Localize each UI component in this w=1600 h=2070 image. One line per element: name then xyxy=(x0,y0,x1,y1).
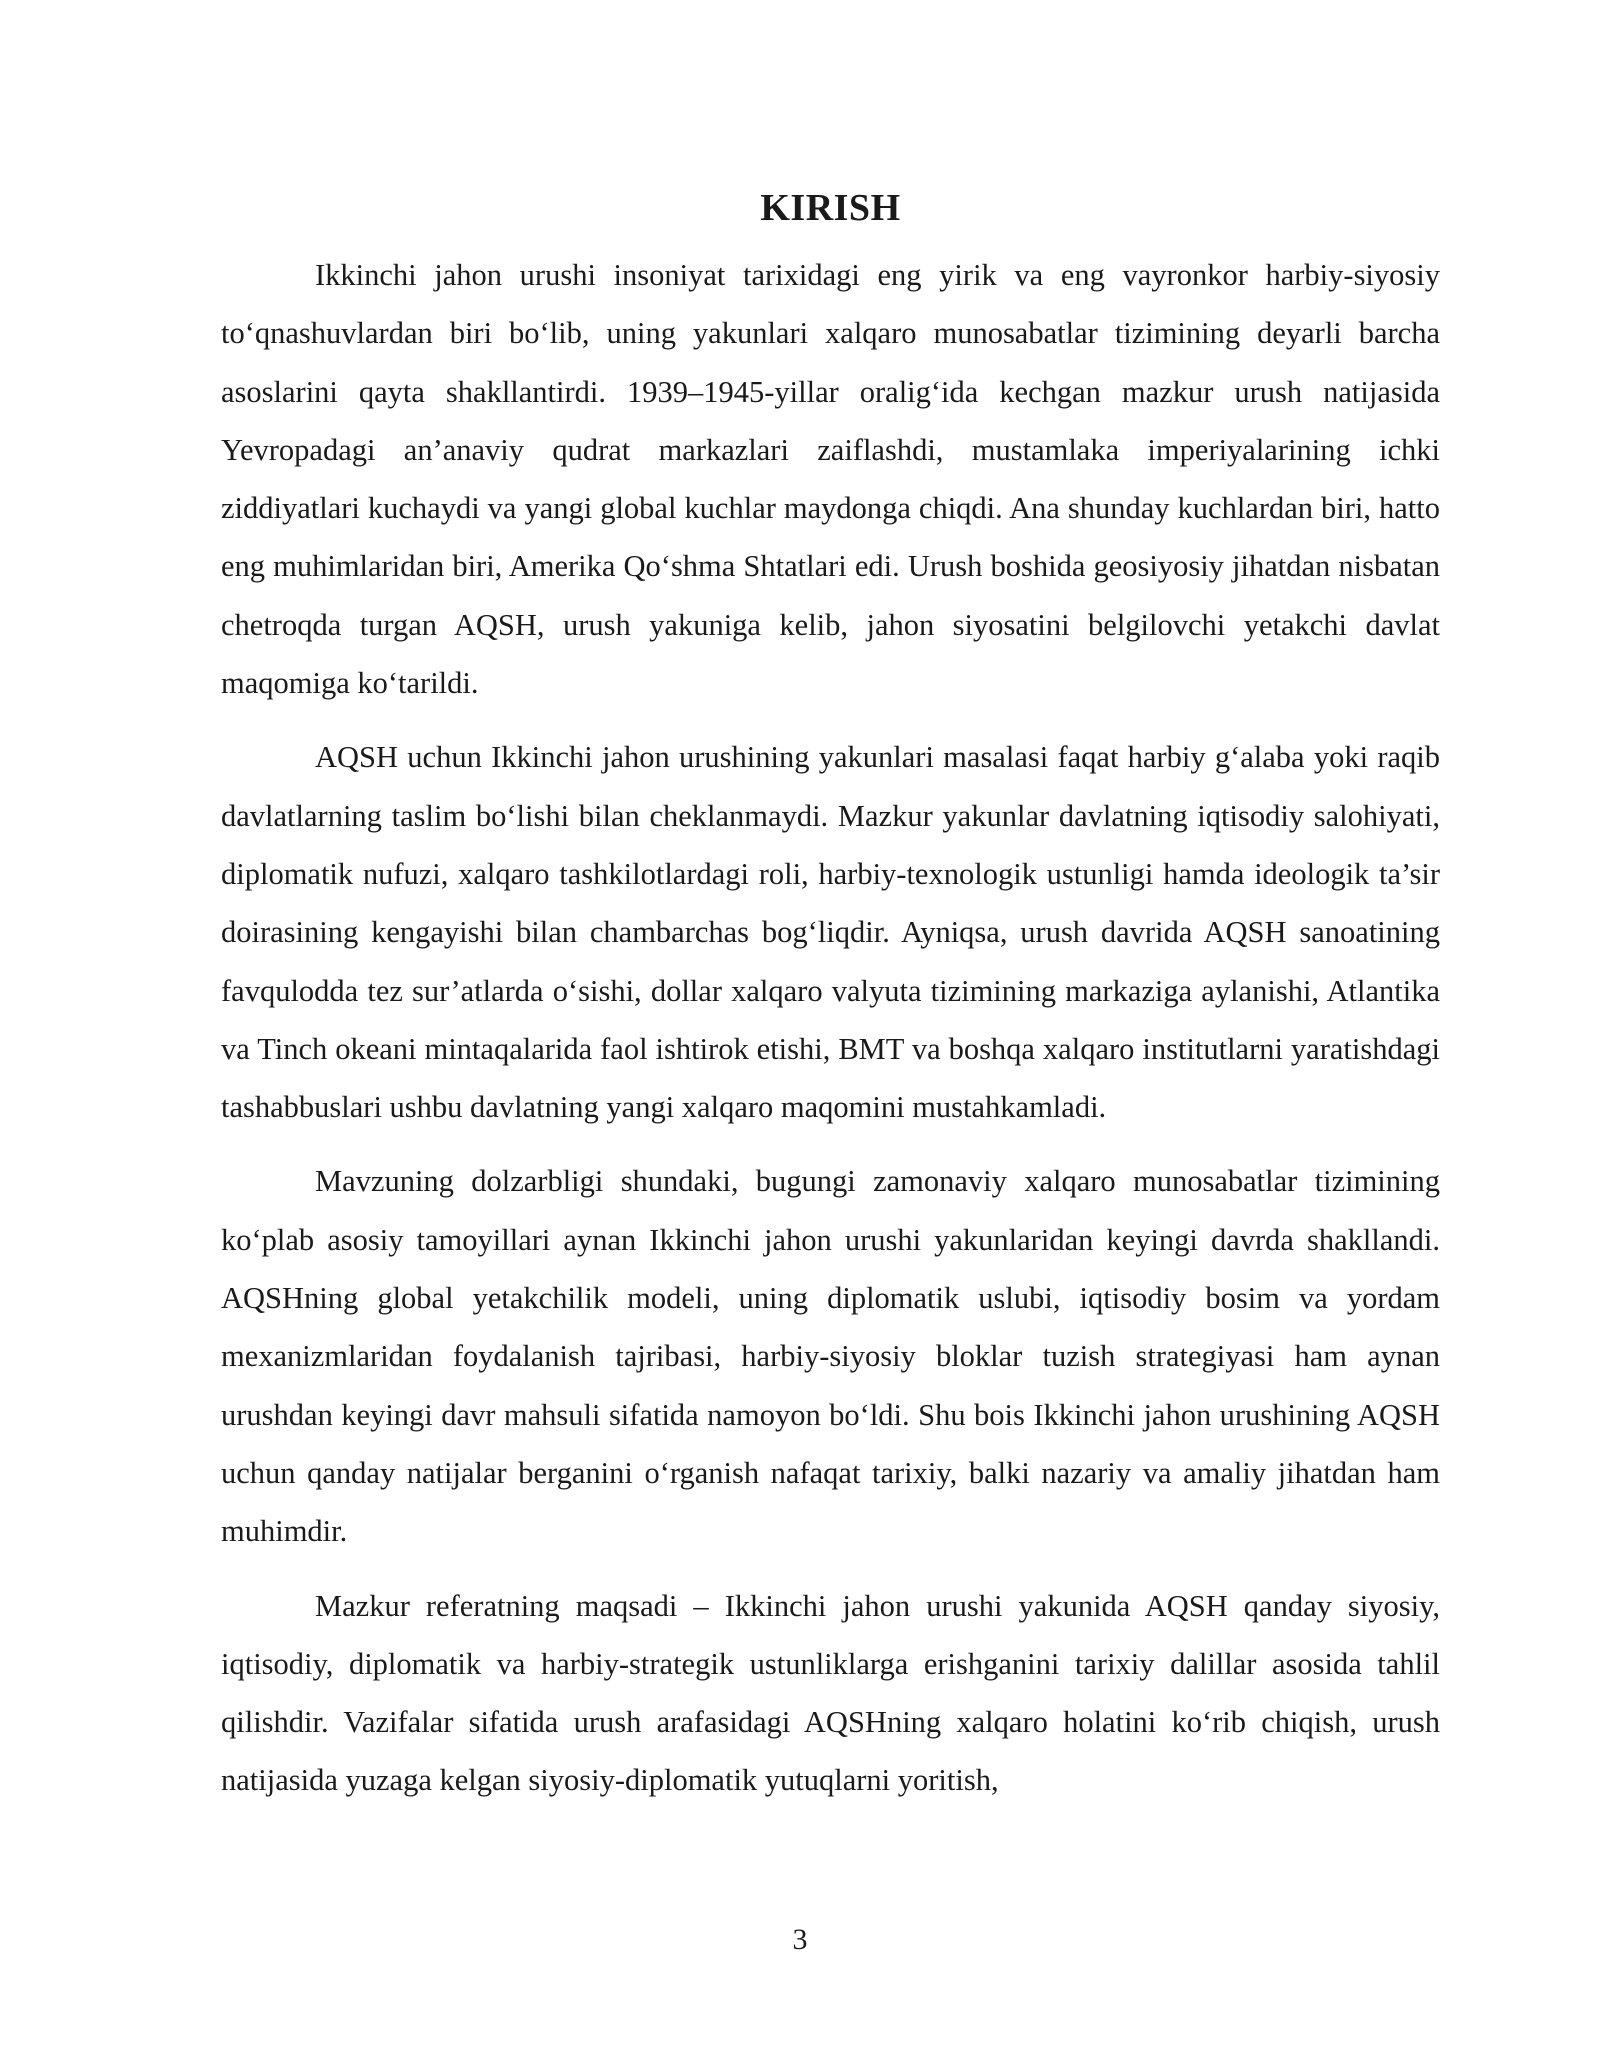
section-heading: KIRISH xyxy=(760,187,901,229)
page-content xyxy=(221,180,1440,1826)
paragraph-2: AQSH uchun Ikkinchi jahon urushining yakunlari masalasi faqat harbiy g‘alaba yoki raqib davlatlarning taslim bo‘lishi bilan cheklanmaydi. Mazkur yakunlar davlatning iqtisodiy salohiyati, diplomatik nufuzi, xalqaro tashkilotlardagi roli, harbiy-texnologik ustunligi hamda ideologik ta’sir doirasining kengayishi bilan chambarchas bog‘liqdir. Ayniqsa, urush davrida AQSH sanoatining favqulodda tez sur’atlarda o‘sishi, dollar xalqaro valyuta tizimining markaziga aylanishi, Atlantika va Tinch okeani mintaqalarida faol ishtirok etishi, BMT va boshqa xalqaro institutlarni yaratishdagi tashabbuslari ushbu davlatning yangi xalqaro maqomini mustahkamladi. xyxy=(221,740,1440,1125)
paragraph-4: Mazkur referatning maqsadi – Ikkinchi jahon urushi yakunida AQSH qanday siyosiy, iqtisodiy, diplomatik va harbiy-strategik ustunliklarga erishganini tarixiy dalillar asosida tahlil qilishdir. Vazifalar sifatida urush arafasidagi AQSHning xalqaro holatini ko‘rib chiqish, urush natijasida yuzaga kelgan siyosiy-diplomatik yutuqlarni yoritish, xyxy=(221,1588,1440,1798)
paragraph-1: Ikkinchi jahon urushi insoniyat tarixidagi eng yirik va eng vayronkor harbiy-siyosiy to‘qnashuvlardan biri bo‘lib, uning yakunlari xalqaro munosabatlar tizimining deyarli barcha asoslarini qayta shakllantirdi. 1939–1945-yillar oralig‘ida kechgan mazkur urush natijasida Yevropadagi an’anaviy qudrat markazlari zaiflashdi, mustamlaka imperiyalarining ichki ziddiyatlari kuchaydi va yangi global kuchlar maydonga chiqdi. Ana shunday kuchlardan biri, hatto eng muhimlaridan biri, Amerika Qo‘shma Shtatlari edi. Urush boshida geosiyosiy jihatdan nisbatan chetroqda turgan AQSH, urush yakuniga kelib, jahon siyosatini belgilovchi yetakchi davlat maqomiga ko‘tarildi. xyxy=(221,258,1440,701)
paragraph-3: Mavzuning dolzarbligi shundaki, bugungi zamonaviy xalqaro munosabatlar tizimining ko‘plab asosiy tamoyillari aynan Ikkinchi jahon urushi yakunlaridan keyingi davrda shakllandi. AQSHning global yetakchilik modeli, uning diplomatik uslubi, iqtisodiy bosim va yordam mexanizmlaridan foydalanish tajribasi, harbiy-siyosiy bloklar tuzish strategiyasi ham aynan urushdan keyingi davr mahsuli sifatida namoyon bo‘ldi. Shu bois Ikkinchi jahon urushining AQSH uchun qanday natijalar berganini o‘rganish nafaqat tarixiy, balki nazariy va amaliy jihatdan ham muhimdir. xyxy=(221,1164,1440,1549)
page-number: 3 xyxy=(792,1923,808,1956)
